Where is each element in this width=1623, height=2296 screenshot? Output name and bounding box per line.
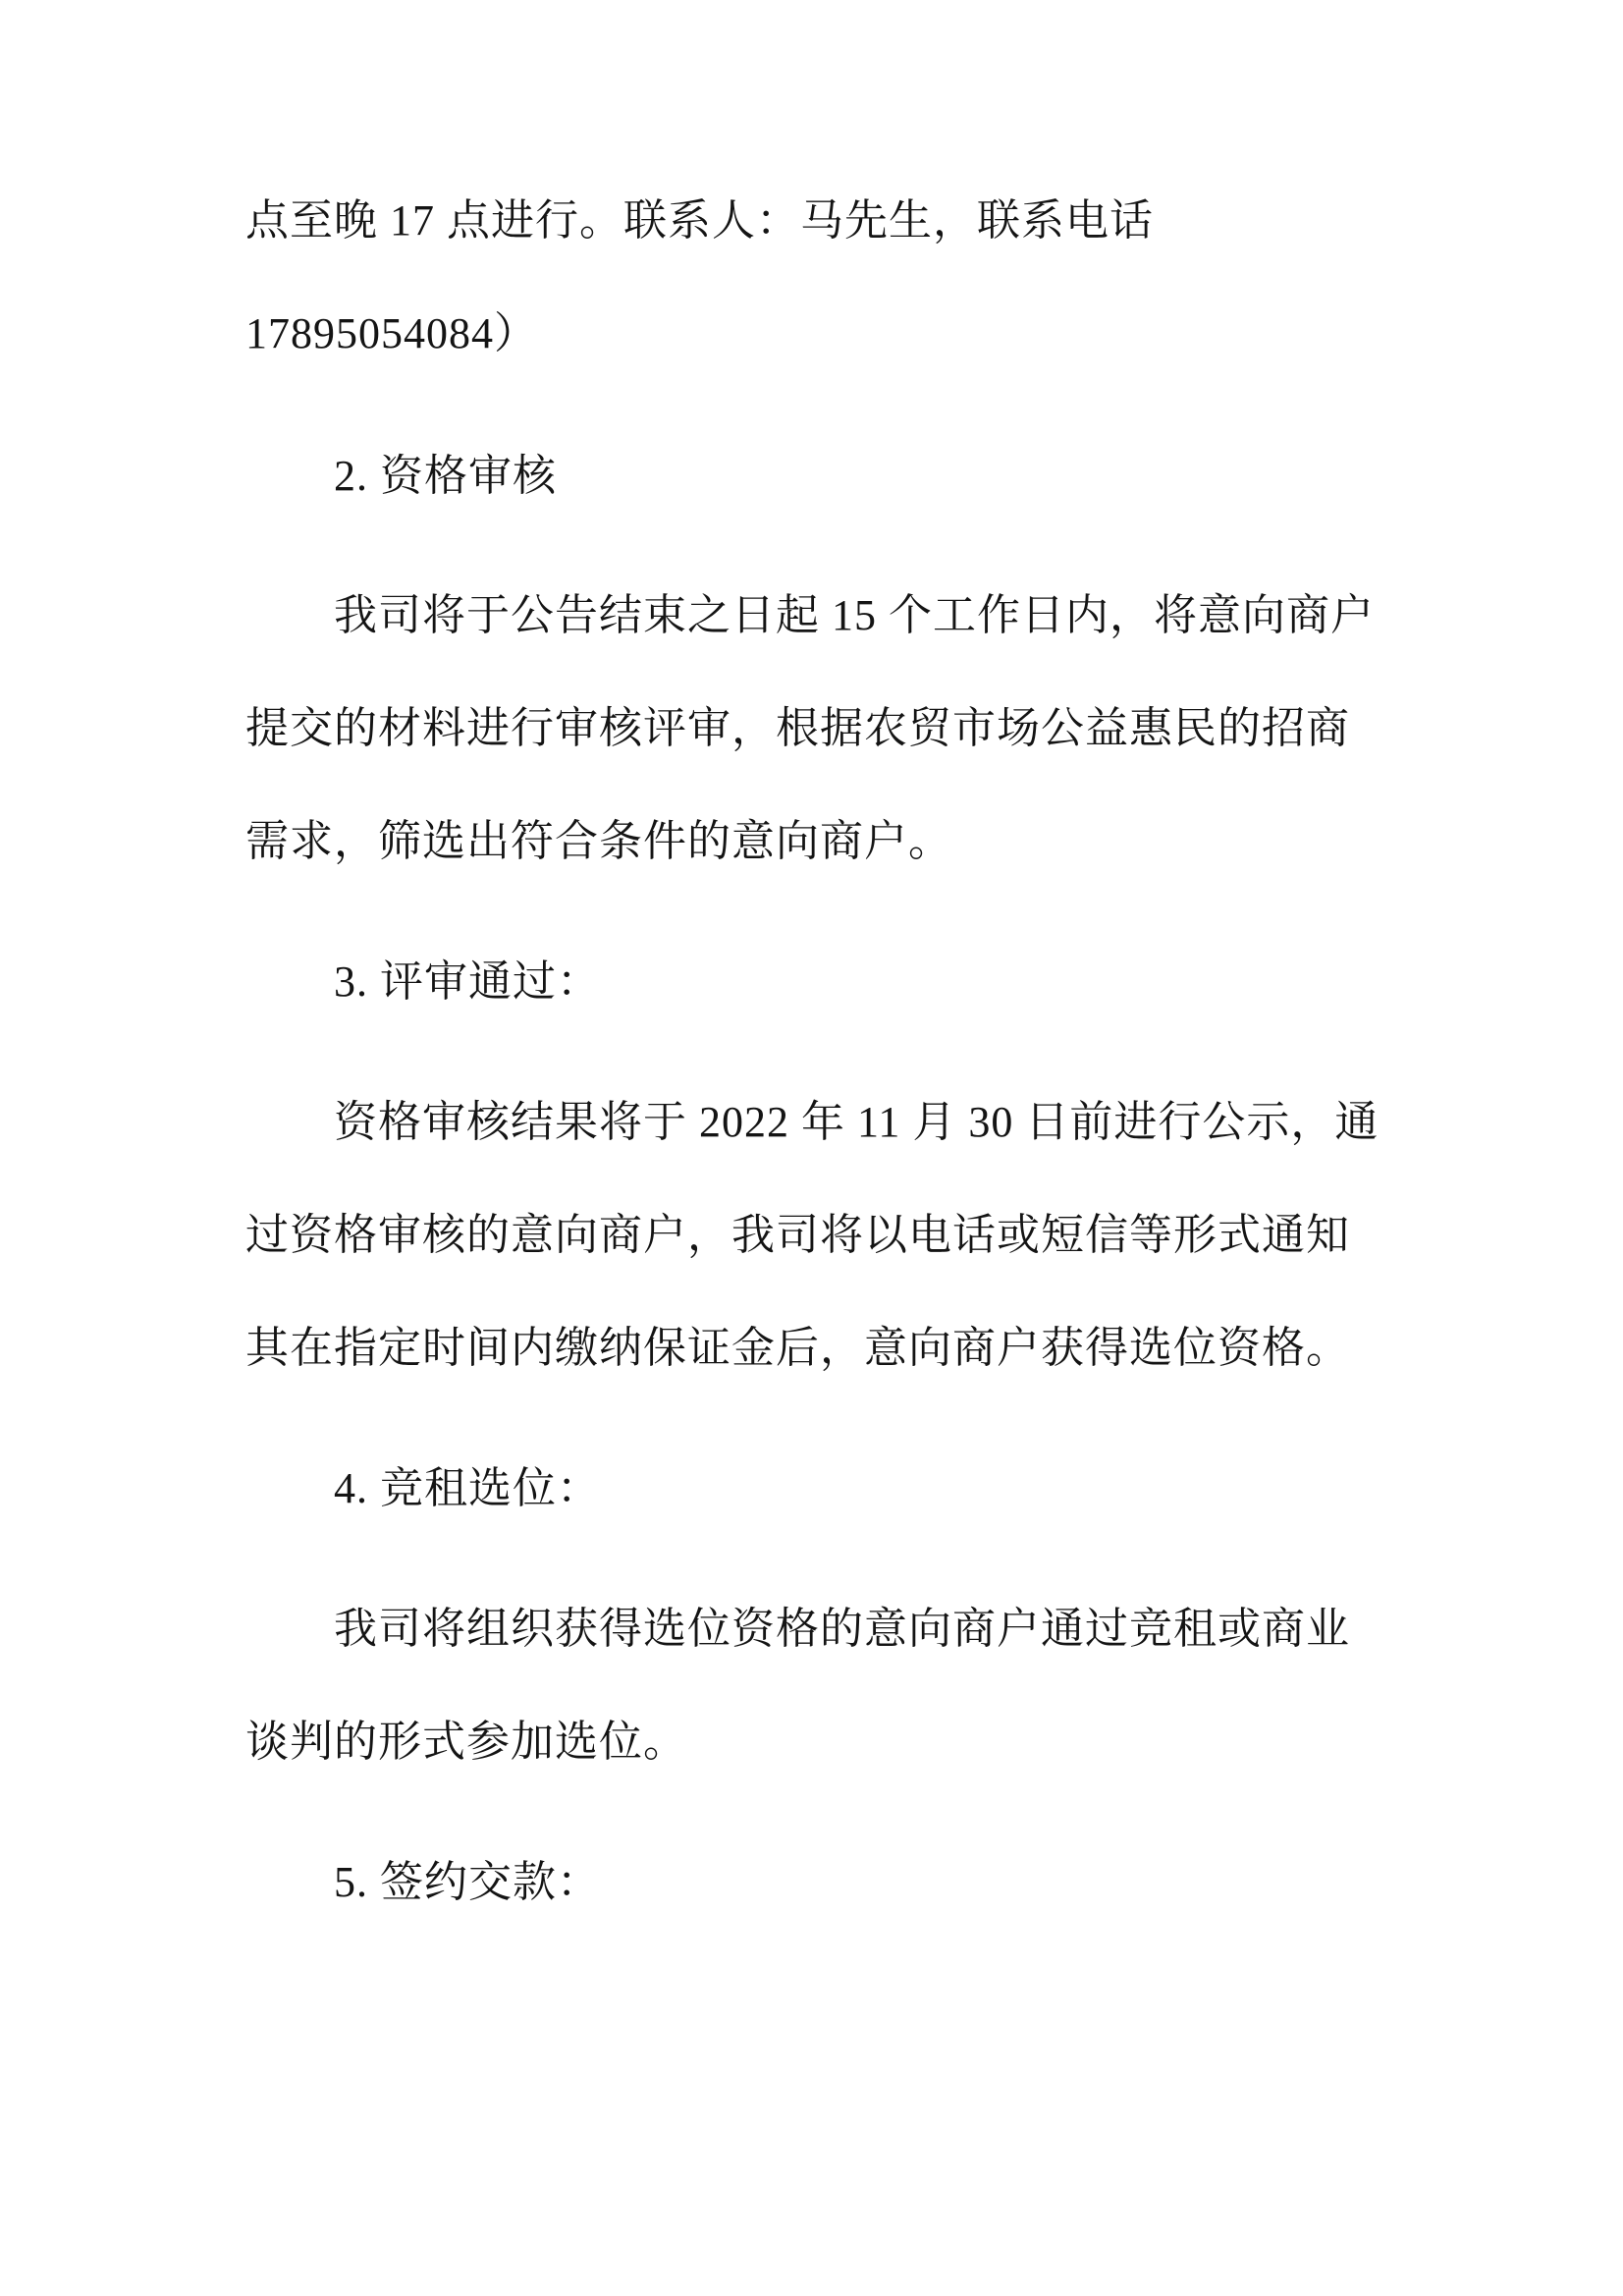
doc-line-9: 过资格审核的意向商户，我司将以电话或短信等形式通知: [245, 1211, 1350, 1259]
doc-line-8: 资格审核结果将于 2022 年 11 月 30 日前进行公示，通: [334, 1098, 1380, 1146]
doc-line-1: 点至晚 17 点进行。联系人：马先生，联系电话: [245, 196, 1154, 245]
doc-line-12: 我司将组织获得选位资格的意向商户通过竞租或商业: [334, 1605, 1350, 1653]
doc-line-10: 其在指定时间内缴纳保证金后，意向商户获得选位资格。: [245, 1324, 1350, 1372]
doc-line-14: 5. 签约交款：: [334, 1858, 601, 1906]
doc-line-13: 谈判的形式参加选位。: [245, 1718, 687, 1766]
doc-line-2: 17895054084）: [245, 309, 538, 357]
doc-line-7: 3. 评审通过：: [334, 957, 601, 1006]
doc-line-3: 2. 资格审核: [334, 452, 557, 500]
doc-line-5: 提交的材料进行审核评审，根据农贸市场公益惠民的招商: [245, 704, 1350, 752]
doc-line-11: 4. 竞租选位：: [334, 1464, 601, 1512]
doc-line-4: 我司将于公告结束之日起 15 个工作日内，将意向商户: [334, 591, 1375, 639]
doc-line-6: 需求，筛选出符合条件的意向商户。: [245, 817, 952, 865]
